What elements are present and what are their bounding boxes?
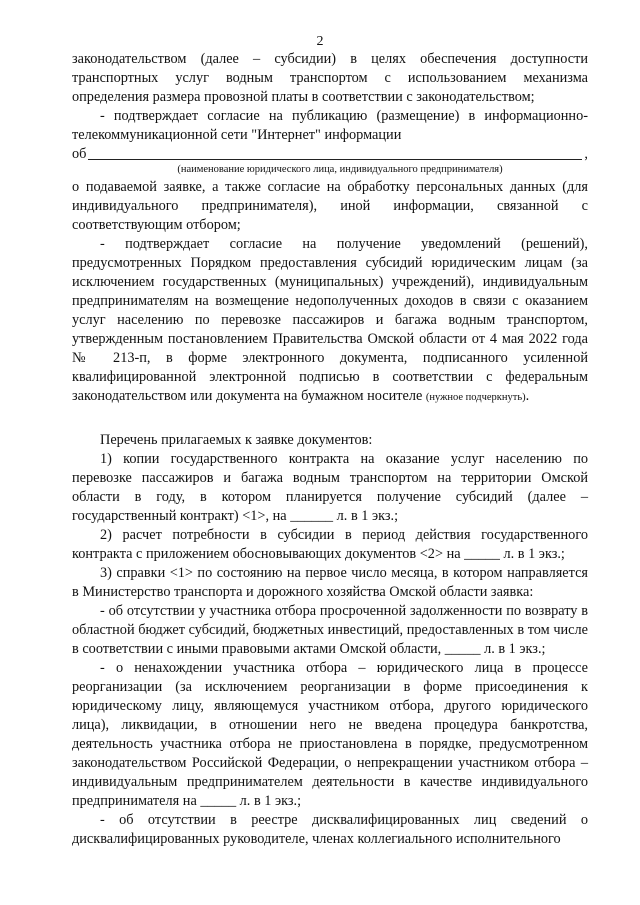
list-item-2: 2) расчет потребности в субсидии в период действия государственного контракта с приложением обосновывающих документов <2> на _____ л. в 1 экз.; <box>72 527 588 562</box>
notification-consent-end: . <box>525 388 530 404</box>
ob-prefix: об <box>72 146 87 162</box>
paragraph-subsidy-purpose: законодательством (далее – субсидии) в целях обеспечения доступности транспортных услуг водным транспортом с использованием механизма определения размера провозной платы в соответствии с законодательством; <box>72 51 588 105</box>
organization-name-caption: (наименование юридического лица, индивидуального предпринимателя) <box>177 164 503 175</box>
paragraph-data-processing: о подаваемой заявке, а также согласие на обработку персональных данных (для индивидуального предпринимателя), иной информации, связанной с соответствующим отбором; <box>72 179 588 233</box>
organization-name-blank[interactable] <box>88 158 582 160</box>
page-number: 2 <box>316 34 324 49</box>
documents-list-title: Перечень прилагаемых к заявке документов: <box>100 432 373 448</box>
list-item-3: 3) справки <1> по состоянию на первое число месяца, в котором направляется в Министерство транспорта и дорожного хозяйства Омской области заявка: <box>72 565 588 600</box>
list-item-3-reorganization: - о ненахождении участника отбора – юридического лица в процессе реорганизации (за исключением реорганизации в форме присоединения к юридическому лицу, являющемуся участником отбора, другого юридического лица), ликвидации, в отношении него не введена процедура банкротства, деятельность участника отбора не приостановлена в порядке, предусмотренном законодательством Российской Федерации, о непрекращении участником отбора – индивидуальным предпринимателем деятельности в качестве индивидуального предпринимателя на _____ л. в 1 экз.; <box>72 660 588 809</box>
list-item-3-disqualified: - об отсутствии в реестре дисквалифицированных лиц сведений о дисквалифицированных руководителе, членах коллегиального исполнительного <box>72 812 588 847</box>
document-body <box>72 50 588 849</box>
paragraph-publication-consent: - подтверждает согласие на публикацию (размещение) в информационно-телекоммуникационной сети "Интернет" информации <box>72 108 588 143</box>
underline-note: (нужное подчеркнуть) <box>425 392 526 403</box>
section-spacer <box>72 406 588 425</box>
ob-suffix: , <box>584 146 588 162</box>
notification-consent-text: - подтверждает согласие на получение уведомлений (решений), предусмотренных Порядком предоставления субсидий юридическим лицам (за исключением государственных (муниципальных) учреждений), индивидуальным предпринимателям на возмещение недополученных доходов в связи с оказанием услуг населению по перевозке пассажиров и багажа водным транспортом, утвержденным постановлением Правительства Омской области от 4 мая 2022 года № 213-п, в форме электронного документа, подписанного усиленной квалифицированной электронной подписью в соответствии с федеральным законодательством или документа на бумажном носителе <box>72 236 588 404</box>
list-item-1: 1) копии государственного контракта на оказание услуг населению по перевозке пассажиров и багажа водным транспортом на территории Омской области в году, в котором планируется получение субсидий (далее – государственный контракт) <1>, на ______ л. в 1 экз.; <box>72 451 588 524</box>
paragraph-notification-consent <box>72 235 588 406</box>
list-item-3-debt: - об отсутствии у участника отбора просроченной задолженности по возврату в областной бюджет субсидий, бюджетных инвестиций, предоставленных в том числе в соответствии с иными правовыми актами Омской области, _____ л. в 1 экз.; <box>72 603 588 657</box>
organization-name-line <box>72 145 588 164</box>
